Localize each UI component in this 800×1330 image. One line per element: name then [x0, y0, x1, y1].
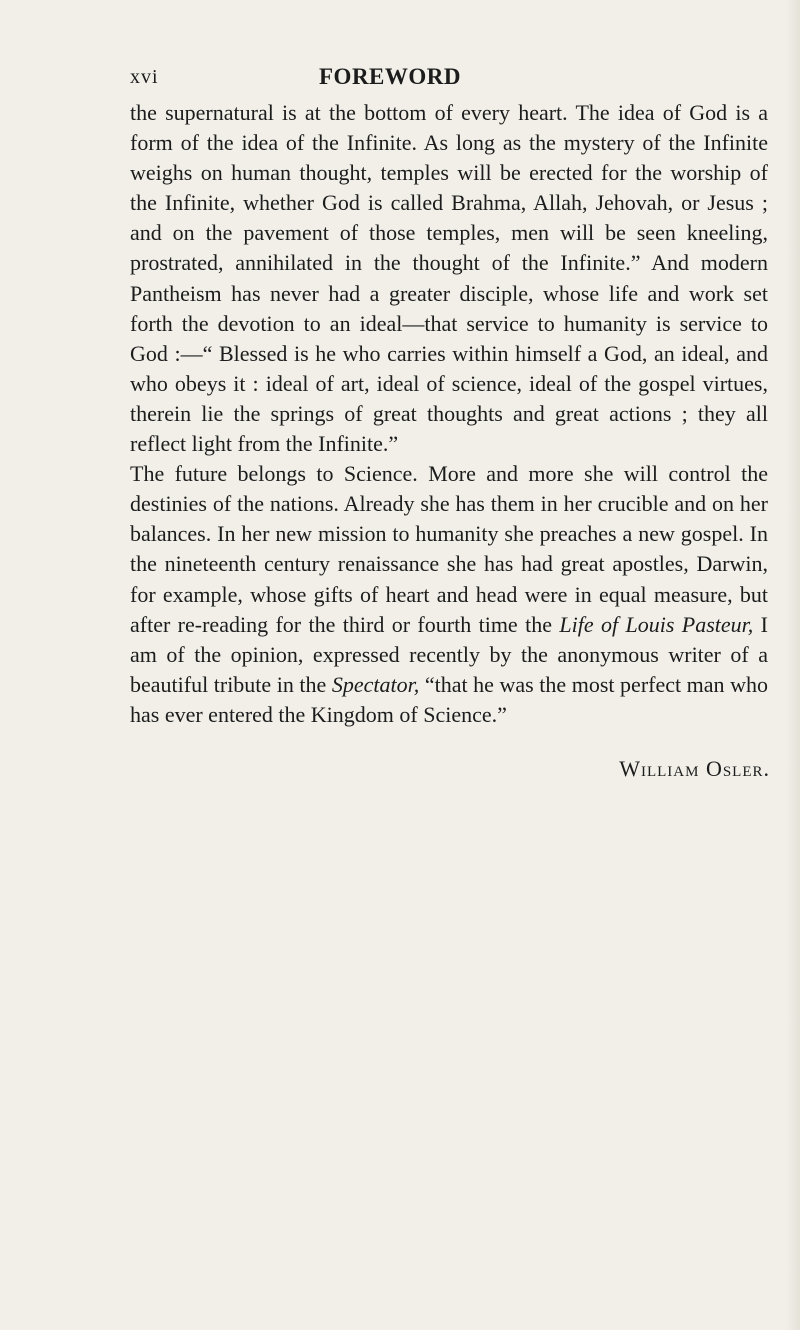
running-title: FOREWORD: [319, 64, 461, 89]
paragraph-2: [130, 459, 768, 730]
page-number: xvi: [130, 66, 159, 88]
book-title: Life of Louis Pasteur,: [559, 611, 754, 637]
body-text: [130, 98, 768, 730]
paragraph-2-part-a: The future belongs to Science. More and more she will control the destinies of the nations. Already she has them in her crucible and on her balances. In her new mission to humanity she preaches a new gospel. In the nineteenth century renaissance she has had great apostles, Darwin, for example, whose gifts of heart and head were in equal measure, but after re-reading for the third or fourth time the: [130, 461, 768, 637]
paragraph-2-part-c: “that he was the most perfect man who has ever entered the Kingdom of Science.”: [130, 671, 769, 727]
periodical-title: Spectator,: [331, 671, 420, 697]
paragraph-1: the supernatural is at the bottom of every heart. The idea of God is a form of the idea of the Infinite. As long as the mystery of the Infinite weighs on human thought, temples will be erected for the worship of the Infinite, whether God is called Brahma, Allah, Jehovah, or Jesus ; and on the pavement of those temples, men will be seen kneeling, prostrated, annihilated in the thought of the Infinite.” And modern Pantheism has never had a greater disciple, whose life and work set forth the devotion to an ideal—that service to humanity is service to God :—“ Blessed is he who carries within himself a God, an ideal, and who obeys it : ideal of art, ideal of science, ideal of the gospel virtues, therein lie the springs of great thoughts and great actions ; they all reflect light from the Infinite.”: [130, 100, 768, 457]
running-head: [130, 64, 770, 94]
page-edge-shadow: [786, 0, 800, 1330]
author-signature: William Osler.: [619, 756, 770, 781]
paragraph-2-part-b: I am of the opinion, expressed recently by the anonymous writer of a beautiful tribute in the: [130, 611, 768, 697]
